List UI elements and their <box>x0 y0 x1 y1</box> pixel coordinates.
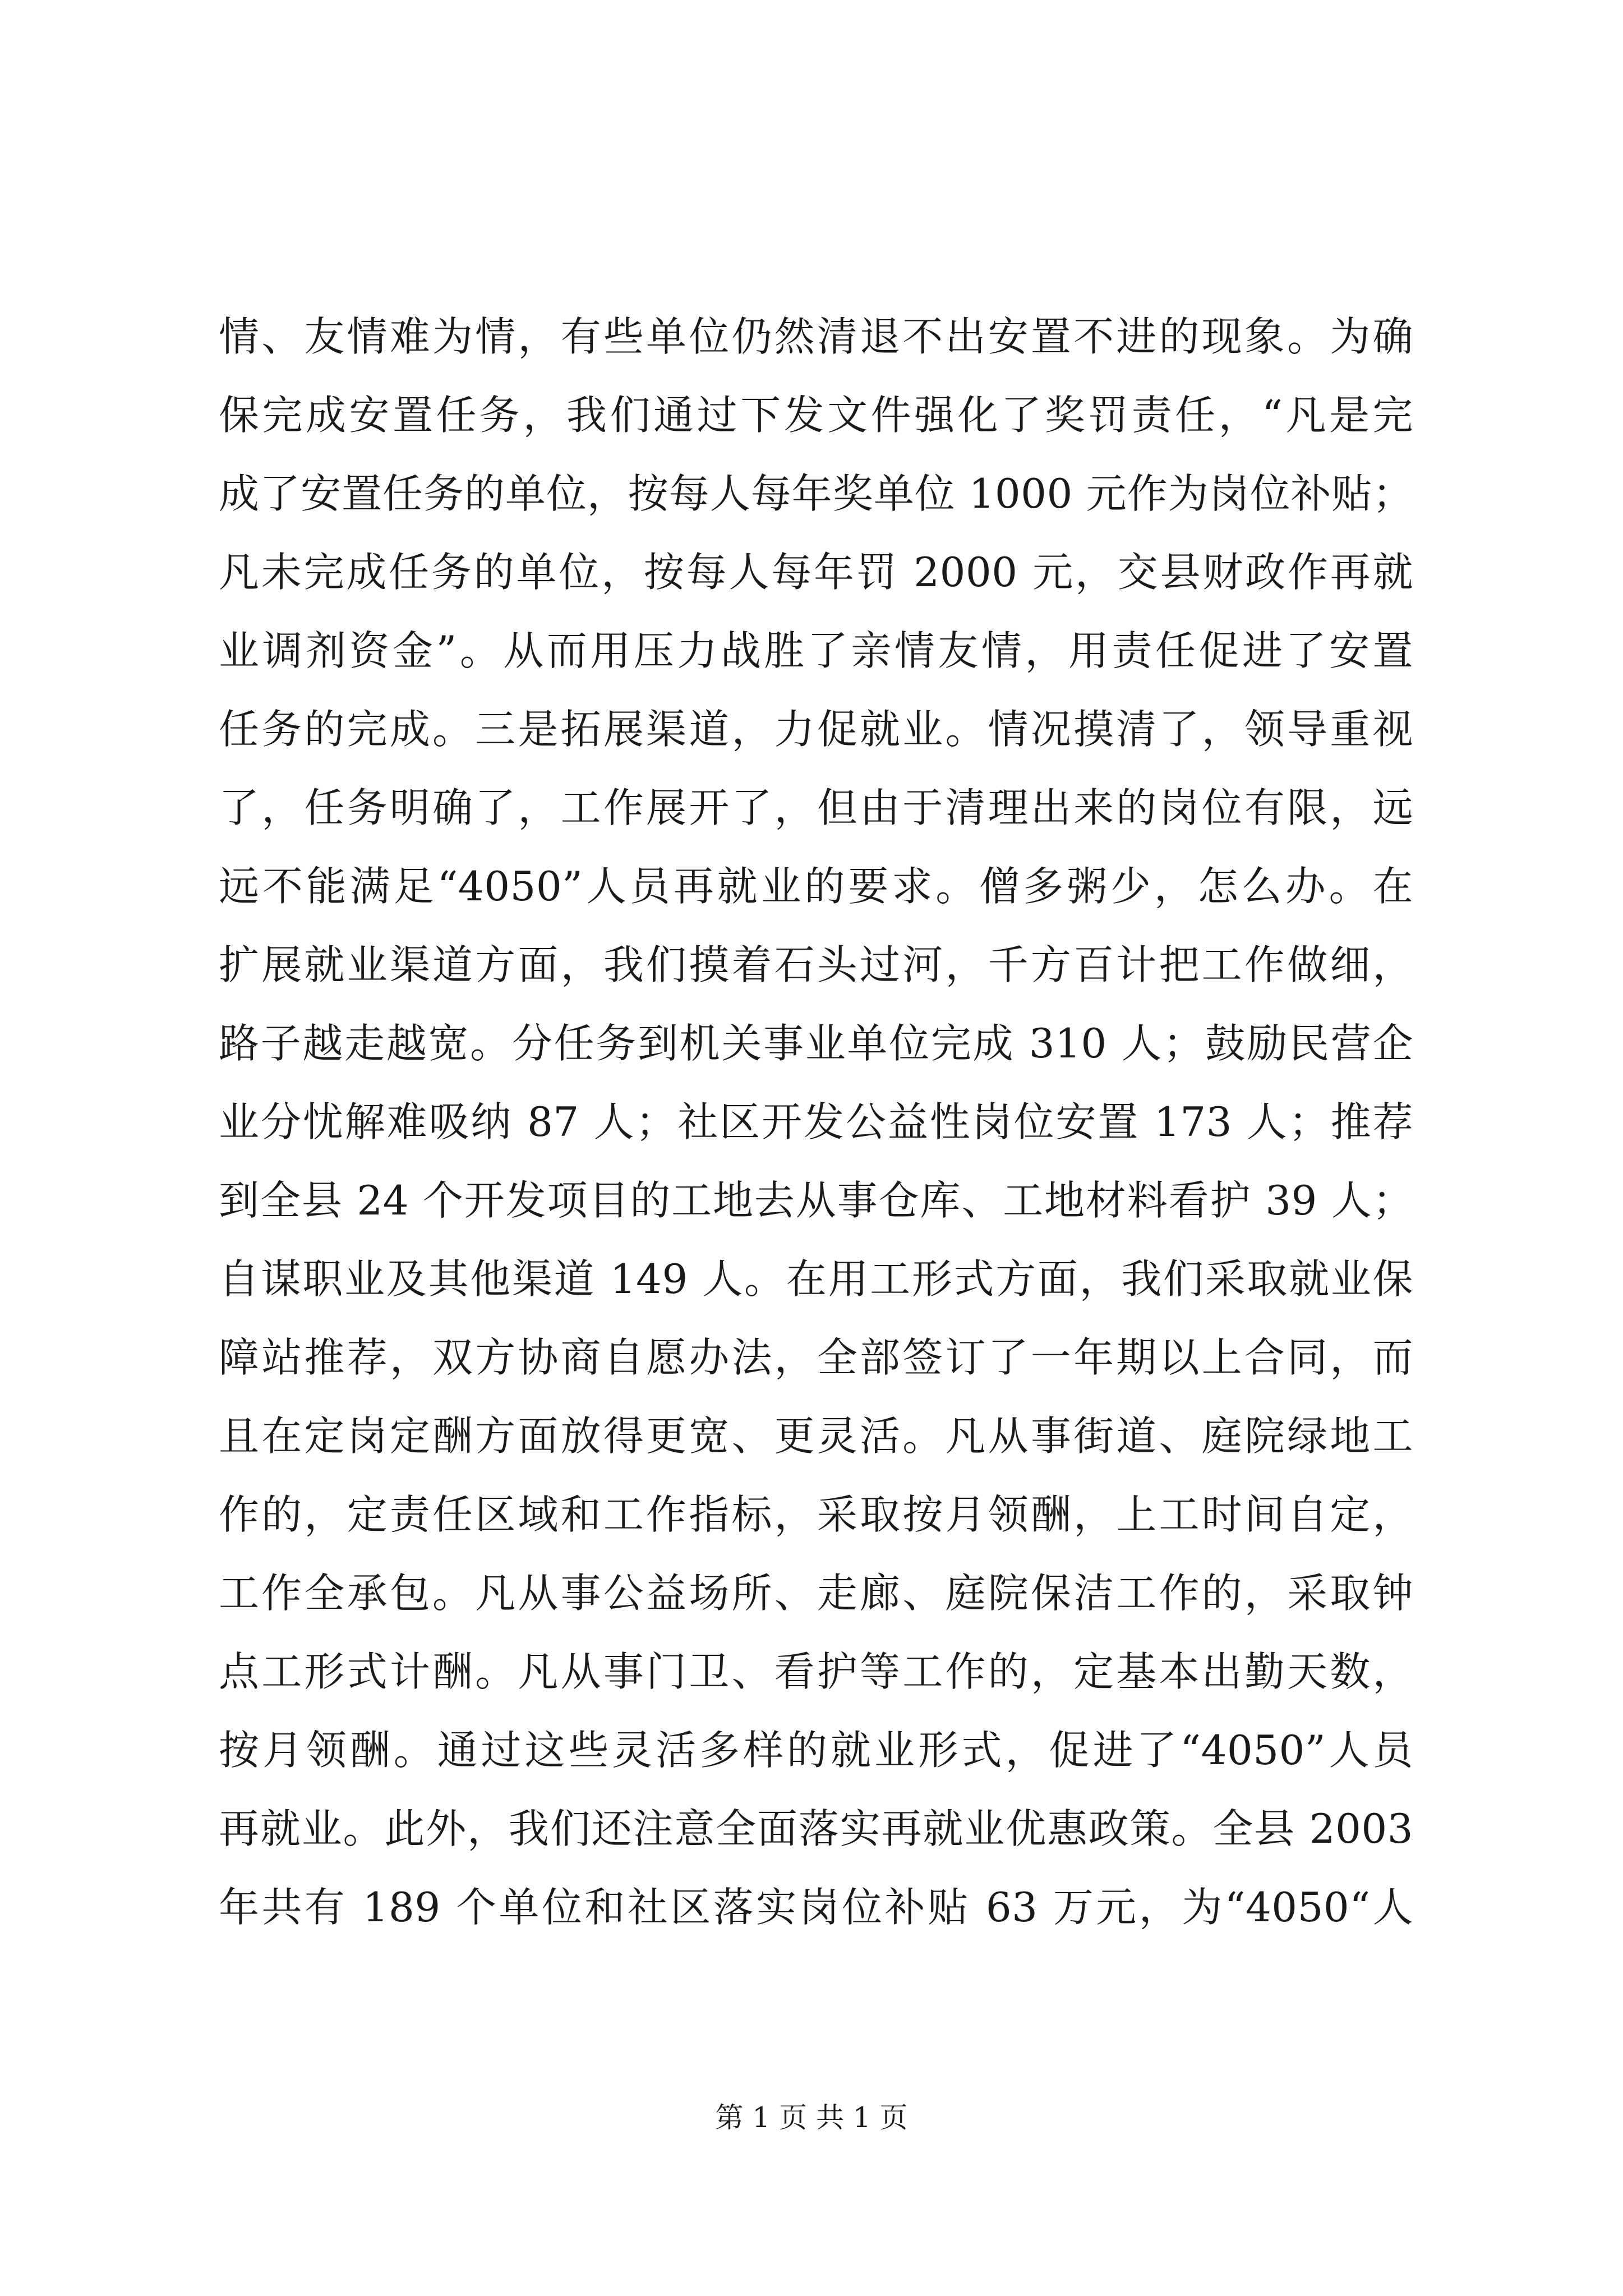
text-line: 成了安置任务的单位，按每人每年奖单位 1000 元作为岗位补贴； <box>219 470 1413 517</box>
text-line: 业调剂资金”。从而用压力战胜了亲情友情，用责任促进了安置 <box>219 627 1413 674</box>
text-line: 年共有 189 个单位和社区落实岗位补贴 63 万元，为“4050“人 <box>219 1884 1413 1931</box>
text-line: 扩展就业渠道方面，我们摸着石头过河，千方百计把工作做细， <box>219 941 1413 988</box>
text-line: 且在定岗定酬方面放得更宽、更灵活。凡从事街道、庭院绿地工 <box>219 1412 1413 1460</box>
text-line: 了，任务明确了，工作展开了，但由于清理出来的岗位有限，远 <box>219 784 1413 831</box>
text-line: 路子越走越宽。分任务到机关事业单位完成 310 人；鼓励民营企 <box>219 1020 1413 1067</box>
text-line: 自谋职业及其他渠道 149 人。在用工形式方面，我们采取就业保 <box>219 1255 1413 1303</box>
text-line: 工作全承包。凡从事公益场所、走廊、庭院保洁工作的，采取钟 <box>219 1570 1413 1617</box>
text-line: 业分忧解难吸纳 87 人；社区开发公益性岗位安置 173 人；推荐 <box>219 1098 1413 1145</box>
text-line: 到全县 24 个开发项目的工地去从事仓库、工地材料看护 39 人； <box>219 1177 1413 1224</box>
page-number-label: 第 1 页 共 1 页 <box>715 2101 908 2134</box>
body-text <box>219 297 1413 1947</box>
text-line: 凡未完成任务的单位，按每人每年罚 2000 元，交县财政作再就 <box>219 549 1413 596</box>
text-line: 作的，定责任区域和工作指标，采取按月领酬，上工时间自定， <box>219 1491 1413 1538</box>
page-footer <box>0 2101 1623 2134</box>
text-line: 情、友情难为情，有些单位仍然清退不出安置不进的现象。为确 <box>219 313 1413 360</box>
text-line: 保完成安置任务，我们通过下发文件强化了奖罚责任，“凡是完 <box>219 392 1413 439</box>
text-line: 任务的完成。三是拓展渠道，力促就业。情况摸清了，领导重视 <box>219 706 1413 753</box>
text-line: 障站推荐，双方协商自愿办法，全部签订了一年期以上合同，而 <box>219 1334 1413 1381</box>
text-line: 点工形式计酬。凡从事门卫、看护等工作的，定基本出勤天数， <box>219 1648 1413 1695</box>
text-line: 按月领酬。通过这些灵活多样的就业形式，促进了“4050”人员 <box>219 1727 1413 1774</box>
text-line: 远不能满足“4050”人员再就业的要求。僧多粥少，怎么办。在 <box>219 863 1413 910</box>
text-line: 再就业。此外，我们还注意全面落实再就业优惠政策。全县 2003 <box>219 1805 1413 1852</box>
